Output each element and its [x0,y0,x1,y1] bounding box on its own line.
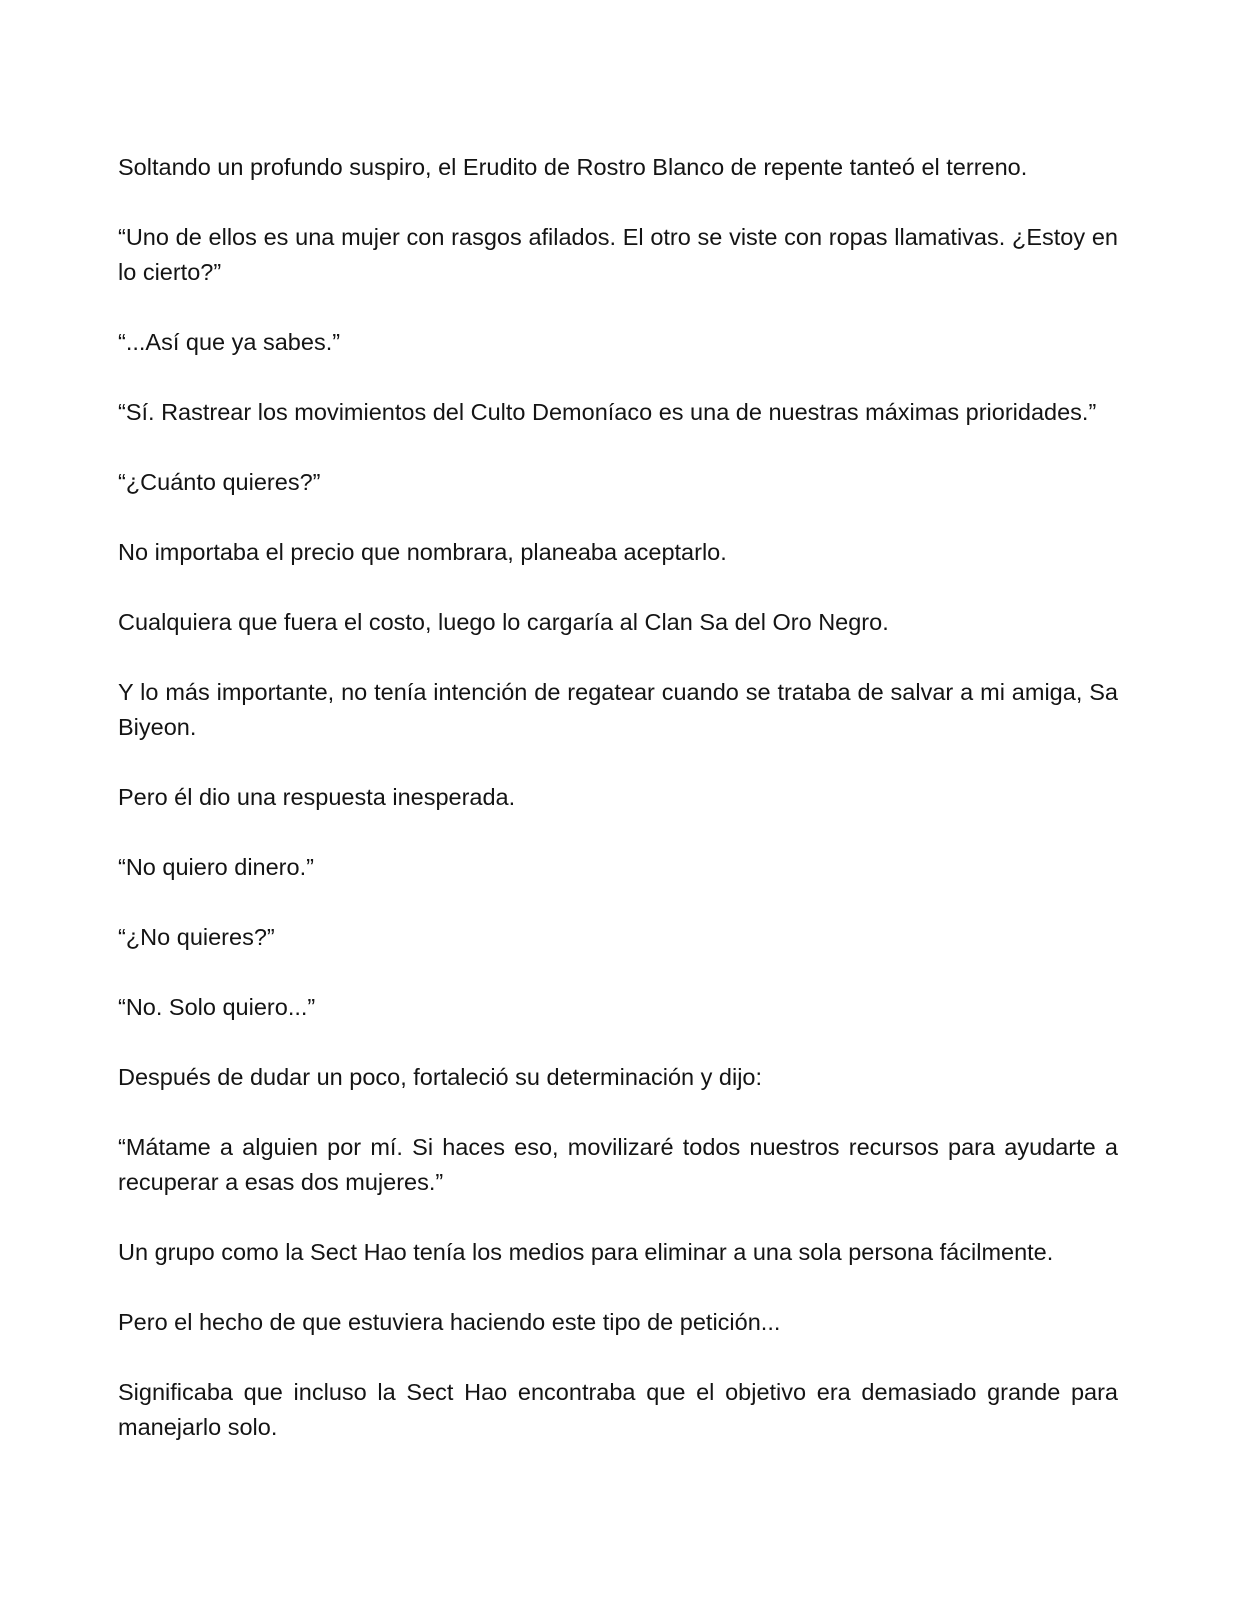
paragraph: “No quiero dinero.” [118,854,314,880]
paragraph: No importaba el precio que nombrara, planeaba aceptarlo. [118,539,727,565]
paragraph: Después de dudar un poco, fortaleció su determinación y dijo: [118,1064,763,1090]
paragraph: Y lo más importante, no tenía intención de regatear cuando se trataba de salvar a mi amiga, Sa Biyeon. [118,679,1118,740]
paragraph: “Sí. Rastrear los movimientos del Culto Demoníaco es una de nuestras máximas prioridades.” [118,399,1097,425]
paragraph: “¿Cuánto quieres?” [118,469,321,495]
paragraph: “Mátame a alguien por mí. Si haces eso, movilizaré todos nuestros recursos para ayudarte a recuperar a esas dos mujeres.” [118,1134,1118,1195]
document-page [118,150,1118,1480]
paragraph: “No. Solo quiero...” [118,994,316,1020]
paragraph: Cualquiera que fuera el costo, luego lo cargaría al Clan Sa del Oro Negro. [118,609,889,635]
paragraph: “¿No quieres?” [118,924,275,950]
paragraph: Pero él dio una respuesta inesperada. [118,784,516,810]
paragraph: Un grupo como la Sect Hao tenía los medios para eliminar a una sola persona fácilmente. [118,1239,1054,1265]
paragraph: Significaba que incluso la Sect Hao encontraba que el objetivo era demasiado grande para manejarlo solo. [118,1379,1118,1440]
paragraph: Pero el hecho de que estuviera haciendo este tipo de petición... [118,1309,781,1335]
paragraph: “Uno de ellos es una mujer con rasgos afilados. El otro se viste con ropas llamativas. ¿Estoy en lo cierto?” [118,224,1118,285]
paragraph: “...Así que ya sabes.” [118,329,341,355]
paragraph: Soltando un profundo suspiro, el Erudito de Rostro Blanco de repente tanteó el terreno. [118,154,1028,180]
